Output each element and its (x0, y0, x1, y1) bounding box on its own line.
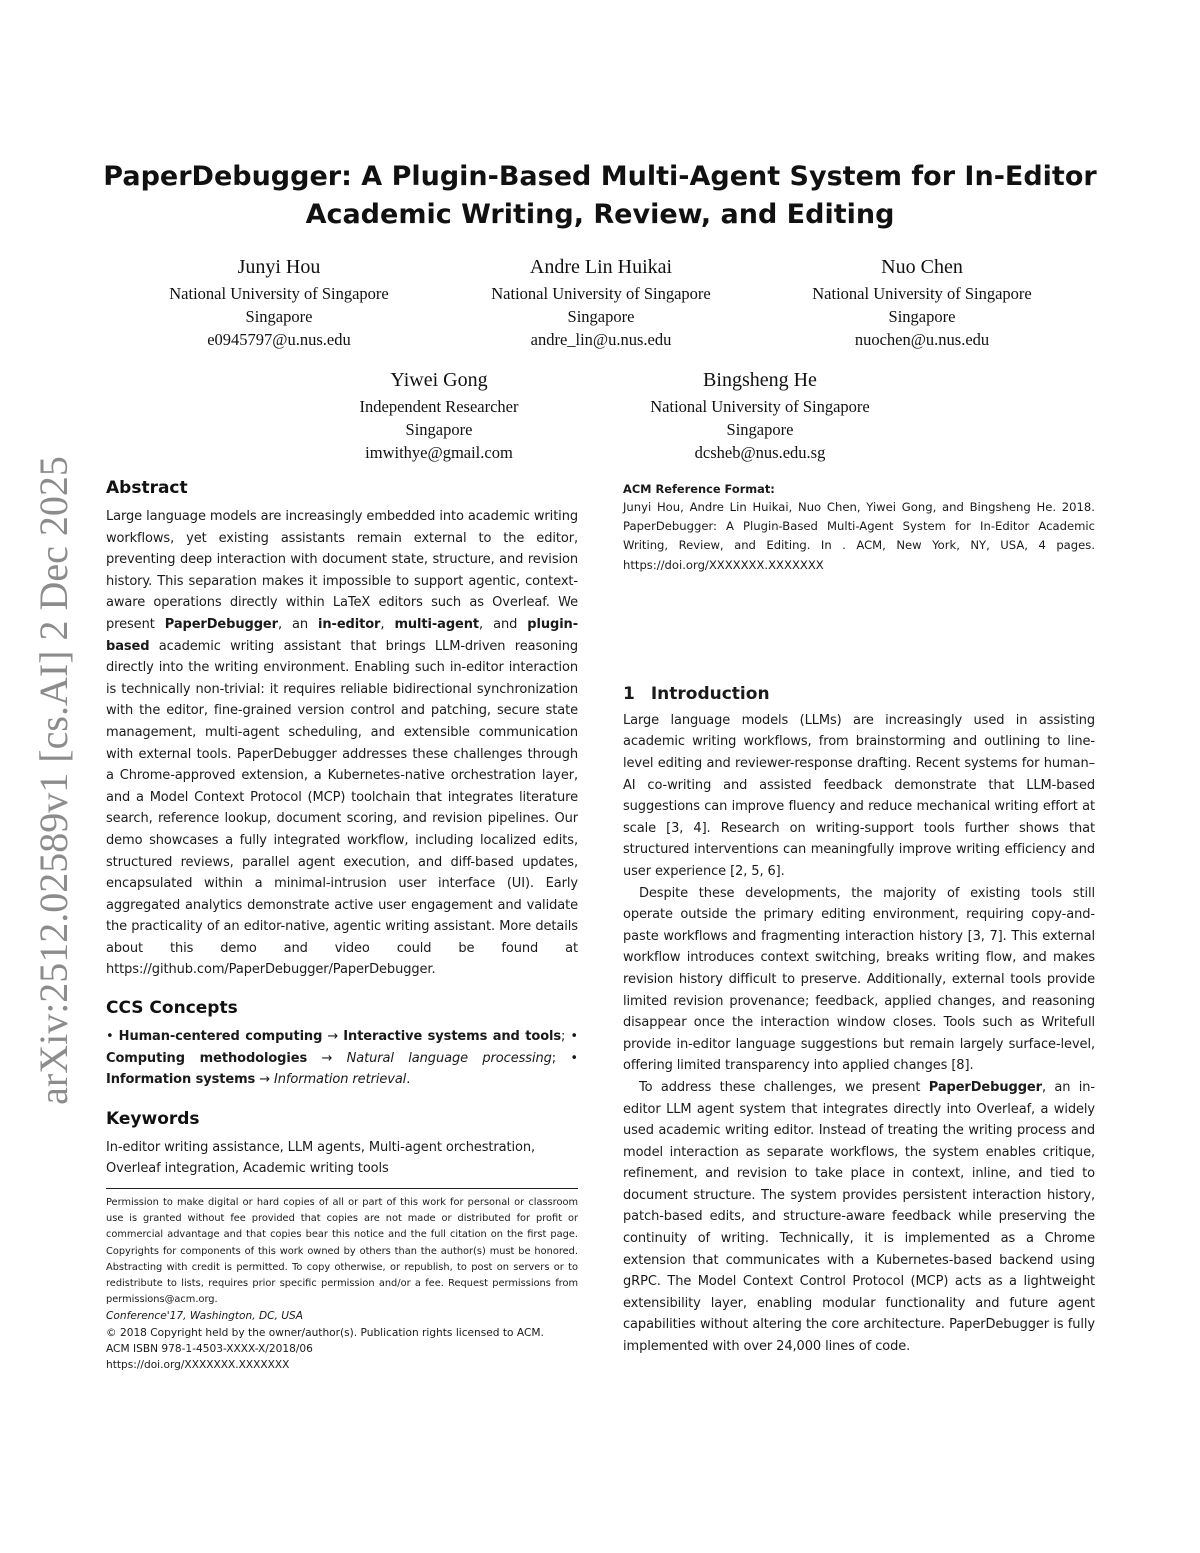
abstract-text-part: , (380, 616, 395, 632)
author-block-1 (114, 254, 444, 351)
abstract-emphasis: PaperDebugger (164, 616, 278, 632)
arxiv-identifier (22, 455, 84, 1105)
author-affiliation: National University of Singapore (169, 284, 389, 303)
intro-paragraph-3 (623, 1077, 1095, 1358)
conference-name: Conference'17, Washington, DC, USA (106, 1310, 303, 1323)
section-title: Introduction (650, 683, 770, 704)
ccs-concept: Interactive systems and tools (343, 1029, 562, 1045)
permission-notice: Permission to make digital or hard copies of all or part of this work for personal or classroom use is granted without fee provided that copies are not made or distributed for profit or commercial advantage and that copies bear this notice and the full citation on the first page. Copyrights for components of this work owned by others than the author(s) must be honored. Abstracting with credit is permitted. To copy otherwise, or republish, to post on servers or to redistribute to lists, requires prior specific permission and/or a fee. Request permissions from permissions@acm.org. (106, 1197, 578, 1306)
author-location: Singapore (726, 420, 794, 439)
keywords-text: In-editor writing assistance, LLM agents, Multi-agent orchestration, Overleaf integration, Academic writing tools (106, 1139, 536, 1177)
author-block-5 (595, 367, 925, 464)
ccs-arrow: → (322, 1029, 344, 1045)
ccs-bullet: • (106, 1029, 119, 1045)
acm-reference-text: Junyi Hou, Andre Lin Huikai, Nuo Chen, Yiwei Gong, and Bingsheng He. 2018. PaperDebugger: A Plugin-Based Multi-Agent System for In-Editor Academic Writing, Review, and Editing. In . ACM, New York, NY, USA, 4 pages. https://doi.org/XXXXXXX.XXXXXXX (623, 500, 1095, 572)
author-affiliation: Independent Researcher (359, 397, 519, 416)
abstract-emphasis: multi-agent (394, 616, 480, 632)
ccs-concept: Human-centered computing (118, 1029, 323, 1045)
abstract-emphasis: plugin-based (106, 616, 578, 654)
ccs-concept: Natural language processing (346, 1050, 552, 1066)
ccs-heading: CCS Concepts (106, 998, 238, 1019)
author-name: Bingsheng He (703, 369, 817, 391)
ccs-concept: Information systems (106, 1072, 256, 1088)
acm-reference-heading: ACM Reference Format: (623, 482, 775, 496)
paper-title-line-1: PaperDebugger: A Plugin-Based Multi-Agent System for In-Editor (103, 161, 1097, 192)
ccs-bullet: • (570, 1029, 578, 1045)
ccs-concepts-text (106, 1026, 578, 1091)
ccs-concept: Computing methodologies (106, 1050, 308, 1066)
author-affiliation: National University of Singapore (650, 397, 870, 416)
doi-link[interactable]: https://doi.org/XXXXXXX.XXXXXXX (106, 1359, 290, 1372)
abstract-text-part: , and (479, 616, 528, 632)
author-block-4 (274, 367, 604, 464)
author-block-3 (757, 254, 1087, 351)
abstract-emphasis: in-editor (318, 616, 381, 632)
author-name: Yiwei Gong (390, 369, 488, 391)
author-affiliation: National University of Singapore (491, 284, 711, 303)
abstract-text (106, 506, 578, 981)
ccs-concept: Information retrieval (274, 1072, 407, 1088)
ccs-arrow: → (307, 1050, 347, 1066)
ccs-bullet: • (570, 1050, 578, 1066)
section-number: 1 (623, 683, 635, 704)
footnote-rule (106, 1188, 578, 1189)
author-email: e0945797@u.nus.edu (207, 330, 351, 349)
abstract-text-part: , an (277, 616, 319, 632)
author-email: dcsheb@nus.edu.sg (694, 443, 826, 462)
abstract-text-part: Large language models are increasingly embedded into academic writing workflows, yet existing assistants remain external to the editor, preventing deep interaction with document state, structure, and revision history. This separation makes it impossible to support agentic, context-aware operations directly within LaTeX editors such as Overleaf. We present (106, 509, 578, 632)
right-column (623, 482, 1095, 1358)
ccs-separator: ; (551, 1050, 571, 1066)
author-name: Junyi Hou (237, 256, 321, 278)
author-location: Singapore (567, 307, 635, 326)
ccs-arrow: → (255, 1072, 275, 1088)
keywords-section (106, 1109, 578, 1180)
abstract-text-part: academic writing assistant that brings LLM-driven reasoning directly into the writing environment. Enabling such in-editor interaction is technically non-trivial: it requires reliable bidirectional synchronization with the editor, fine-grained version control and patching, secure state management, multi-agent scheduling, and extensible communication with external tools. PaperDebugger addresses these challenges through a Chrome-approved extension, a Kubernetes-native orchestration layer, and a Model Context Protocol (MCP) toolchain that integrates literature search, reference lookup, document scoring, and revision pipelines. Our demo showcases a fully integrated workflow, including localized edits, structured reviews, parallel agent execution, and diff-based updates, encapsulated within a minimal-intrusion user interface (UI). Early aggregated analytics demonstrate active user engagement and validate the practicality of an editor-native, agentic writing assistant. More details about this demo and video could be found at https://github.com/PaperDebugger/PaperDebugger. (106, 638, 578, 978)
intro-emphasis: PaperDebugger (928, 1079, 1042, 1095)
paper-title-line-2: Academic Writing, Review, and Editing (305, 199, 895, 230)
introduction-heading (623, 684, 1095, 704)
intro-text-part: , an in-editor LLM agent system that integrates directly into Overleaf, a widely used academic writing editor. Instead of treating the writing process and model interaction as separate workflows, the system enables critique, refinement, and revision to take place in context, inline, and tied to document structure. The system provides persistent interaction history, patch-based edits, and structure-aware feedback while preserving the continuity of writing. Technically, it is implemented as a Chrome extension that communicates with a Kubernetes-based backend using gRPC. The Model Context Control Protocol (MCP) acts as a lightweight extensibility layer, enabling modular functionality and future agent capabilities without altering the core architecture. PaperDebugger is fully implemented with over 24,000 lines of code. (623, 1079, 1095, 1355)
abstract-heading: Abstract (106, 478, 188, 498)
author-name: Andre Lin Huikai (529, 256, 673, 278)
intro-paragraph-2: Despite these developments, the majority of existing tools still operate outside the primary editing environment, requiring copy-and-paste workflows and fragmenting interaction history [3, 7]. This external workflow introduces context switching, breaks writing flow, and makes revision history difficult to preserve. Additionally, external tools provide limited revision provenance; feedback, applied changes, and reasoning disappear once the interaction window closes. Tools such as Writefull provide in-editor language suggestions but remain largely surface-level, offering limited transparency into applied changes [8]. (623, 885, 1095, 1074)
author-email: nuochen@u.nus.edu (854, 330, 990, 349)
isbn: ACM ISBN 978-1-4503-XXXX-X/2018/06 (106, 1342, 313, 1355)
copyright-notice: © 2018 Copyright held by the owner/author(s). Publication rights licensed to ACM. (106, 1326, 544, 1339)
ccs-end: . (406, 1072, 411, 1088)
author-affiliation: National University of Singapore (812, 284, 1032, 303)
author-location: Singapore (888, 307, 956, 326)
intro-text-part: To address these challenges, we present (639, 1079, 929, 1095)
author-email: andre_lin@u.nus.edu (530, 330, 672, 349)
author-block-2 (436, 254, 766, 351)
left-column (106, 478, 578, 1373)
author-location: Singapore (405, 420, 473, 439)
keywords-heading: Keywords (106, 1108, 200, 1129)
author-email: imwithye@gmail.com (365, 443, 513, 462)
ccs-separator: ; (561, 1029, 571, 1045)
intro-paragraph-1: Large language models (LLMs) are increasingly used in assisting academic writing workflows, from brainstorming and outlining to line-level editing and reviewer-response drafting. Recent systems for human–AI co-writing and assisted feedback demonstrate that LLM-based suggestions can improve fluency and reduce mechanical writing effort at scale [3, 4]. Research on writing-support tools further shows that structured interventions can meaningfully improve writing efficiency and user experience [2, 5, 6]. (623, 712, 1095, 879)
author-name: Nuo Chen (881, 256, 963, 278)
author-location: Singapore (245, 307, 313, 326)
arxiv-identifier-text: arXiv:2512.02589v1 [cs.AI] 2 Dec 2025 (30, 455, 76, 1105)
paper-title (95, 158, 1105, 234)
